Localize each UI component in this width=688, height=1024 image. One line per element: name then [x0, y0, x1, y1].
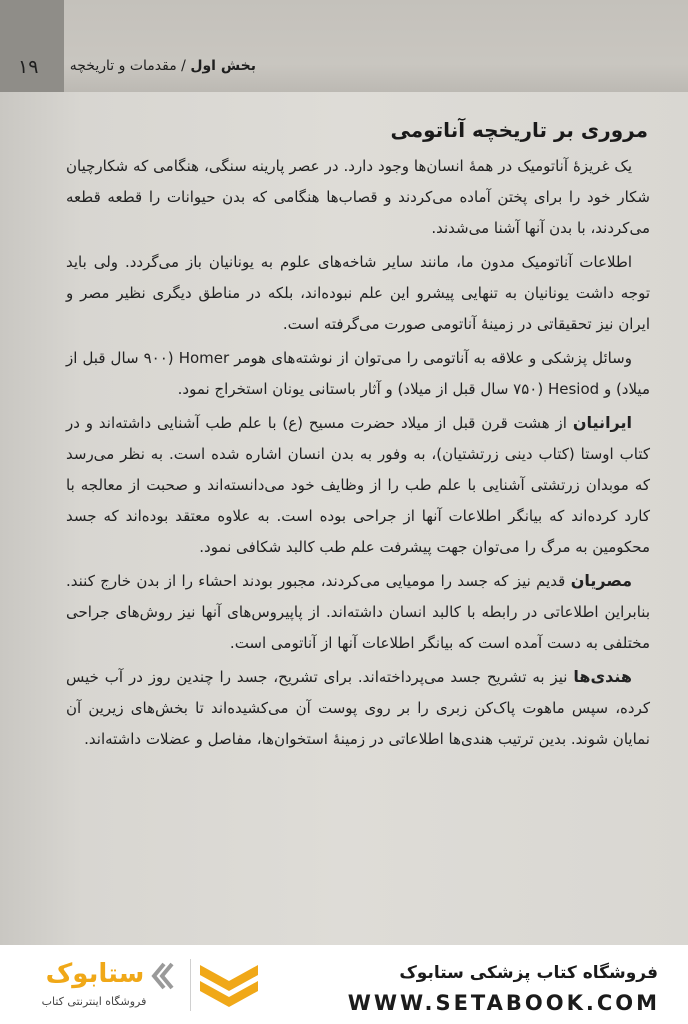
paragraph [66, 407, 650, 563]
body-text [66, 150, 650, 757]
paragraph [66, 150, 650, 244]
paragraph-text: یک غریزهٔ آناتومیک در همهٔ انسان‌ها وجود دارد. در عصر پارینه سنگی، هنگامی که شکارچیان شکار خود را برای پختن آماده می‌کردند و قصاب‌ها هنگامی که بدن حیوانات را قطعه قطعه می‌کردند، با بدن آنها آشنا می‌شدند. [66, 157, 650, 237]
paragraph [66, 565, 650, 659]
store-footer [0, 945, 688, 1024]
paragraph-text: نیز به تشریح جسد می‌پرداخته‌اند. برای تشریح، جسد را چندین روز در آب خیس کرده، سپس ماهوت پاک‌کن زبری را بر روی پوست آن می‌کشیده‌اند تا بخش‌های زیرین آن نمایان شوند. بدین ترتیب هندی‌ها اطلاعاتی در زمینهٔ استخوان‌ها، مفاصل و عضلات داشته‌اند. [66, 668, 650, 748]
paragraph [66, 342, 650, 405]
section-heading: مروری بر تاریخچه آناتومی [390, 118, 648, 142]
paragraph [66, 246, 650, 340]
chapter-title-bold: بخش اول [190, 58, 256, 74]
store-logo-wordmark[interactable]: ستابوک [45, 959, 145, 989]
chapter-title-rest: / مقدمات و تاریخچه [69, 58, 191, 74]
store-logo-tagline: فروشگاه اینترنتی کتاب [41, 995, 147, 1008]
paragraph-lead: هندی‌ها [573, 667, 632, 686]
paragraph-text: قدیم نیز که جسد را مومیایی می‌کردند، مجبور بودند احشاء را از بدن خارج کنند. بنابراین اطلاعاتی در رابطه با کالبد انسان داشته‌اند. از پاپیروس‌های آنها نیز روش‌های جراحی مختلفی به دست آمده است که بیانگر اطلاعات آنها از آناتومی است. [66, 572, 650, 652]
store-name: فروشگاه کتاب پزشکی ستابوک [399, 963, 658, 983]
double-chevron-icon [150, 961, 174, 991]
page-header [0, 0, 688, 92]
paragraph-text: از هشت قرن قبل از میلاد حضرت مسیح (ع) با علم طب آشنایی داشته‌اند و در کتاب اوستا (کتاب دینی زرتشتیان)، به وفور به بدن انسان اشاره شده است. به نظر می‌رسد که موبدان زرتشتی آشنایی با علم طب را از وظایف خود می‌دانسته‌اند و صحبت از معالجه با کارد کرده‌اند که بیانگر اطلاعات آنها از جراحی بوده است. به علاوه معتقد بوده‌اند که جسد محکومین به مرگ را می‌توان جهت پیشرفت علم طب کالبد شکافی نمود. [66, 414, 650, 556]
book-logo-icon [196, 959, 262, 1013]
page-number: ۱۹ [18, 56, 39, 78]
paragraph-text: وسائل پزشکی و علاقه به آناتومی را می‌توان از نوشته‌های هومر Homer (۹۰۰ سال قبل از میلاد) و Hesiod (۷۵۰ سال قبل از میلاد) و آثار باستانی یونان استخراج نمود. [66, 349, 650, 398]
page-number-tab [0, 0, 64, 92]
paragraph-lead: ایرانیان [572, 413, 632, 432]
paragraph-text: اطلاعات آناتومیک مدون ما، مانند سایر شاخه‌های علوم به یونانیان باز می‌گردد. ولی باید توجه داشت یونانیان به تنهایی پیشرو این علم نبوده‌اند، بلکه در مناطق دیگری نظیر مصر و ایران نیز تحقیقاتی در زمینهٔ آناتومی صورت می‌گرفته است. [66, 253, 650, 333]
logo-divider [190, 959, 191, 1011]
store-url-link[interactable]: WWW.SETABOOK.COM [347, 991, 660, 1015]
paragraph-lead: مصریان [570, 571, 632, 590]
chapter-title [70, 58, 256, 74]
paragraph [66, 661, 650, 755]
